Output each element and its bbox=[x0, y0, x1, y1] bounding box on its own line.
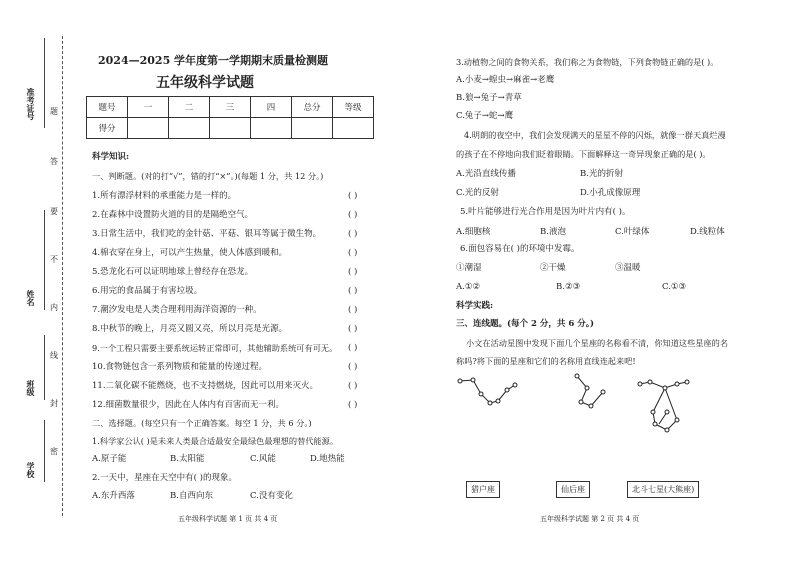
score-cell[interactable] bbox=[210, 118, 251, 139]
judge-paren[interactable]: ( ) bbox=[348, 229, 358, 239]
q1-option-d[interactable]: D.地热能 bbox=[310, 454, 345, 464]
judge-item: 3.日常生活中，我们吃的金针菇、平菇、银耳等属于微生物。 bbox=[92, 229, 322, 239]
q6-condition-2: ②干燥 bbox=[540, 263, 566, 273]
q3-option-c[interactable]: C.兔子→蛇→鹰 bbox=[456, 111, 514, 121]
score-table bbox=[86, 96, 374, 139]
judge-paren[interactable]: ( ) bbox=[348, 210, 358, 220]
judge-paren[interactable]: ( ) bbox=[348, 400, 358, 410]
score-cell[interactable] bbox=[333, 118, 374, 139]
judge-heading: 一、判断题。(对的打“√”，错的打“×”。)(每题 1 分，共 12 分。) bbox=[92, 171, 324, 181]
class-label: 班级 bbox=[26, 380, 36, 396]
choice-heading: 二、选择题。(每空只有一个正确答案。每空 1 分，共 6 分。) bbox=[92, 418, 312, 428]
q2-option-c[interactable]: C.没有变化 bbox=[250, 491, 293, 501]
q6-condition-1: ①潮湿 bbox=[456, 263, 482, 273]
judge-paren[interactable]: ( ) bbox=[348, 381, 358, 391]
choice-q4-line1: 4.明朗的夜空中，我们会发现满天的星星不停的闪烁，就像一群天真烂漫 bbox=[464, 130, 726, 140]
seal-char: 不 bbox=[50, 255, 58, 264]
judge-item: 4.棉衣穿在身上，可以产生热量，使人体感到暖和。 bbox=[92, 248, 288, 258]
class-line[interactable] bbox=[44, 335, 45, 400]
q5-option-d[interactable]: D.线粒体 bbox=[690, 227, 725, 237]
q4-option-c[interactable]: C.光的反射 bbox=[456, 188, 499, 198]
judge-item: 8.中秋节的晚上，月亮又圆又亮，所以月亮是光源。 bbox=[92, 324, 288, 334]
choice-q4-line2: 的孩子在不停地向我们眨着眼睛。下面解释这一奇异现象正确的是( )。 bbox=[456, 149, 711, 159]
judge-item: 10.食物链包含一系列物质和能量的传递过程。 bbox=[92, 362, 268, 372]
judge-paren[interactable]: ( ) bbox=[348, 191, 358, 201]
judge-paren[interactable]: ( ) bbox=[348, 286, 358, 296]
q3-option-a[interactable]: A.小麦→蝗虫→麻雀→老鹰 bbox=[456, 75, 555, 85]
score-header-cell: 一 bbox=[128, 97, 169, 118]
school-line[interactable] bbox=[44, 420, 45, 482]
judge-paren[interactable]: ( ) bbox=[348, 248, 358, 258]
score-header-cell: 三 bbox=[210, 97, 251, 118]
exam-id-label: 准考证号 bbox=[26, 88, 36, 120]
match-instruction-line1: 小文在活动星图中发现下面几个星座的名称看不清，你知道这些星座的名 bbox=[466, 338, 729, 348]
exam-title: 2024—2025 学年度第一学期期末质量检测题 bbox=[98, 54, 329, 67]
q1-option-c[interactable]: C.风能 bbox=[250, 454, 276, 464]
choice-q1: 1.科学家公认( )是未来人类最合适最安全最绿色最理想的替代能源。 bbox=[92, 436, 339, 446]
score-header-cell: 四 bbox=[251, 97, 292, 118]
judge-item: 7.潮汐发电是人类合理利用海洋资源的一种。 bbox=[92, 305, 262, 315]
score-table-header-row bbox=[87, 97, 374, 118]
q3-option-b[interactable]: B.狼→兔子→青草 bbox=[456, 93, 522, 103]
q4-option-d[interactable]: D.小孔成像原理 bbox=[580, 188, 641, 198]
q6-option-c[interactable]: C.①③ bbox=[662, 282, 687, 292]
judge-paren[interactable]: ( ) bbox=[348, 267, 358, 277]
q5-option-c[interactable]: C.叶绿体 bbox=[615, 227, 650, 237]
seal-char: 线 bbox=[50, 351, 58, 360]
score-cell[interactable] bbox=[292, 118, 333, 139]
section-practice: 科学实践: bbox=[456, 301, 494, 311]
score-cell[interactable] bbox=[128, 118, 169, 139]
constellation-name-orion[interactable]: 猎户座 bbox=[466, 481, 500, 498]
seal-char: 封 bbox=[50, 399, 58, 408]
constellation-diagrams bbox=[455, 372, 755, 452]
q1-option-a[interactable]: A.原子能 bbox=[92, 454, 127, 464]
judge-paren[interactable]: ( ) bbox=[348, 343, 358, 353]
q4-option-a[interactable]: A.光沿直线传播 bbox=[456, 169, 516, 179]
exam-id-line[interactable] bbox=[44, 38, 45, 128]
section-knowledge: 科学知识: bbox=[92, 152, 130, 162]
q5-option-b[interactable]: B.液泡 bbox=[540, 227, 566, 237]
judge-item: 9.一个工程只需要主要系统运转正常即可，其他辅助系统可有可无。 bbox=[92, 343, 338, 353]
score-table-score-row bbox=[87, 118, 374, 139]
score-cell[interactable] bbox=[169, 118, 210, 139]
judge-item: 12.细菌数量很少，因此在人体内有百害而无一利。 bbox=[92, 400, 285, 410]
choice-q5: 5.叶片能够进行光合作用是因为叶片内有( )。 bbox=[460, 207, 631, 217]
judge-item: 5.恐龙化石可以证明地球上曾经存在恐龙。 bbox=[92, 267, 254, 277]
judge-item: 1.所有漂浮材料的承重能力是一样的。 bbox=[92, 191, 237, 201]
cassiopeia-constellation[interactable] bbox=[575, 374, 605, 408]
match-heading: 三、连线题。(每个 2 分，共 6 分。) bbox=[456, 319, 594, 329]
score-header-cell: 题号 bbox=[87, 97, 128, 118]
seal-char: 内 bbox=[50, 303, 58, 312]
name-line[interactable] bbox=[44, 210, 45, 310]
choice-q6: 6.面包容易在( )的环境中发霉。 bbox=[460, 244, 580, 254]
q2-option-b[interactable]: B.自西向东 bbox=[170, 491, 213, 501]
judge-item: 2.在森林中设置防火道的目的是隔绝空气。 bbox=[92, 210, 254, 220]
judge-paren[interactable]: ( ) bbox=[348, 305, 358, 315]
school-label: 学校 bbox=[26, 462, 36, 478]
seal-char: 密 bbox=[50, 447, 58, 456]
q2-option-a[interactable]: A.东升西落 bbox=[92, 491, 135, 501]
score-cell[interactable] bbox=[251, 118, 292, 139]
page-2-footer: 五年级科学试题 第 2 页 共 4 页 bbox=[540, 515, 640, 523]
constellation-name-big-dipper[interactable]: 北斗七星(大熊座) bbox=[627, 481, 699, 498]
page-1-footer: 五年级科学试题 第 1 页 共 4 页 bbox=[178, 515, 278, 523]
q6-option-a[interactable]: A.①② bbox=[456, 282, 481, 292]
seal-char: 要 bbox=[50, 207, 58, 216]
big-dipper-constellation[interactable] bbox=[638, 380, 689, 432]
seal-char: 题 bbox=[50, 107, 58, 116]
q4-option-b[interactable]: B.光的折射 bbox=[580, 169, 623, 179]
choice-q2: 2.一天中，星座在天空中有( )的现象。 bbox=[92, 473, 237, 483]
q5-option-a[interactable]: A.细胞核 bbox=[456, 227, 491, 237]
q6-option-b[interactable]: B.②③ bbox=[556, 282, 581, 292]
name-label: 姓名 bbox=[26, 290, 36, 306]
judge-item: 6.用完的食品属于有害垃圾。 bbox=[92, 286, 203, 296]
score-header-cell: 等级 bbox=[333, 97, 374, 118]
score-header-cell: 总分 bbox=[292, 97, 333, 118]
match-instruction-line2: 称吗?将下面的星座和它们的名称用直线连起来吧! bbox=[456, 356, 636, 366]
seal-line bbox=[62, 36, 63, 516]
judge-item: 11.二氧化碳不能燃烧，也不支持燃烧，因此可以用来灭火。 bbox=[92, 381, 319, 391]
choice-q3: 3.动植物之间的食物关系，我们称之为食物链，下列食物链正确的是( )。 bbox=[456, 57, 719, 67]
constellation-name-cassiopeia[interactable]: 仙后座 bbox=[556, 481, 590, 498]
q6-condition-3: ③温暖 bbox=[615, 263, 641, 273]
exam-subtitle: 五年级科学试题 bbox=[156, 75, 254, 91]
seal-char: 答 bbox=[50, 157, 58, 166]
orion-constellation[interactable] bbox=[458, 378, 517, 405]
score-header-cell: 二 bbox=[169, 97, 210, 118]
score-row-label: 得分 bbox=[87, 118, 128, 139]
judge-paren[interactable]: ( ) bbox=[348, 362, 358, 372]
q1-option-b[interactable]: B.太阳能 bbox=[170, 454, 205, 464]
judge-paren[interactable]: ( ) bbox=[348, 324, 358, 334]
